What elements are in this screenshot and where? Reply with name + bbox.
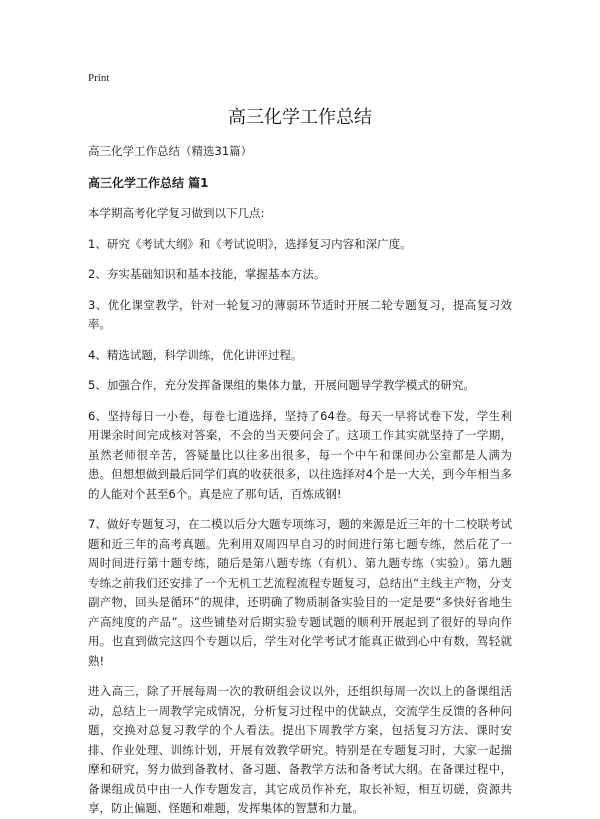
paragraph-point-5: 5、加强合作，充分发挥备课组的集体力量，开展问题导学教学模式的研究。 <box>88 378 475 392</box>
paragraph-point-1: 1、研究《考试大纲》和《考试说明》，选择复习内容和深广度。 <box>88 236 412 251</box>
print-link[interactable]: Print <box>88 72 110 84</box>
paragraph-point-7: 7、做好专题复习，在二模以后分大题专项练习，题的来源是近三年的十二校联考试题和近三年的高考真题。先利用双周四早自习的时间进行第七题专练，然后花了一周时间进行第十题专练，随后是第八题专练（有机）、第九题专练（实验）。第九题专练之前我们还安排了一个无机工艺流程流程专题复习，总结出“主线主产物，分支副产物，回头是循环”的规律，还明确了物质制备实验目的一定是要“多快好省地生产高纯度的产品”。这些铺垫对后期实验专题试题的顺利开展起到了很好的导向作用。也直到做完这四个专题以后，学生对化学考试才能真正做到心中有数，驾轻就熟! <box>88 517 512 668</box>
document-subtitle: 高三化学工作总结（精选31篇） <box>88 144 253 158</box>
paragraph-point-6: 6、坚持每日一小卷，每卷七道选择，坚持了64卷。每天一早将试卷下发，学生利用课余时间完成核对答案，不会的当天要问会了。这项工作其实就坚持了一学期，虽然老师很辛苦，答疑量比以往多出很多，每一个中午和课间办公室都是人满为患。但想想做到最后同学们真的收获很多，以往选择对4个是一大关，到今年相当多的人能对个甚至6个。真是应了那句话，百炼成钢! <box>88 408 512 501</box>
paragraph-point-4: 4、精选试题，科学训练，优化讲评过程。 <box>88 347 303 362</box>
section-heading: 高三化学工作总结 篇1 <box>88 176 209 190</box>
paragraph-teamwork: 进入高三，除了开展每周一次的教研组会议以外，还组织每周一次以上的备课组活动，总结上一周教学完成情况，分析复习过程中的优缺点，交流学生反馈的各种问题，交换对总复习教学的个人看法。提出下周教学方案，包括复习方法、课时安排、作业处理、训练计划，开展有效教学研究。特别是在专题复习时，大家一起揣摩和研究，努力做到备教材、备习题、备教学方法和备考试大纲。在备课过程中，备课组成员中由一人作专题发言，其它成员作补充，取长补短，相互切磋，资源共享，防止偏题、怪题和难题，发挥集体的智慧和力量。 <box>88 684 512 815</box>
paragraph-point-2: 2、夯实基础知识和基本技能，掌握基本方法。 <box>88 267 326 281</box>
page-title: 高三化学工作总结 <box>228 107 372 128</box>
paragraph-point-3: 3、优化课堂教学，针对一轮复习的薄弱环节适时开展二轮专题复习，提高复习效率。 <box>88 297 512 331</box>
paragraph-intro: 本学期高考化学复习做到以下几点: <box>88 206 265 220</box>
